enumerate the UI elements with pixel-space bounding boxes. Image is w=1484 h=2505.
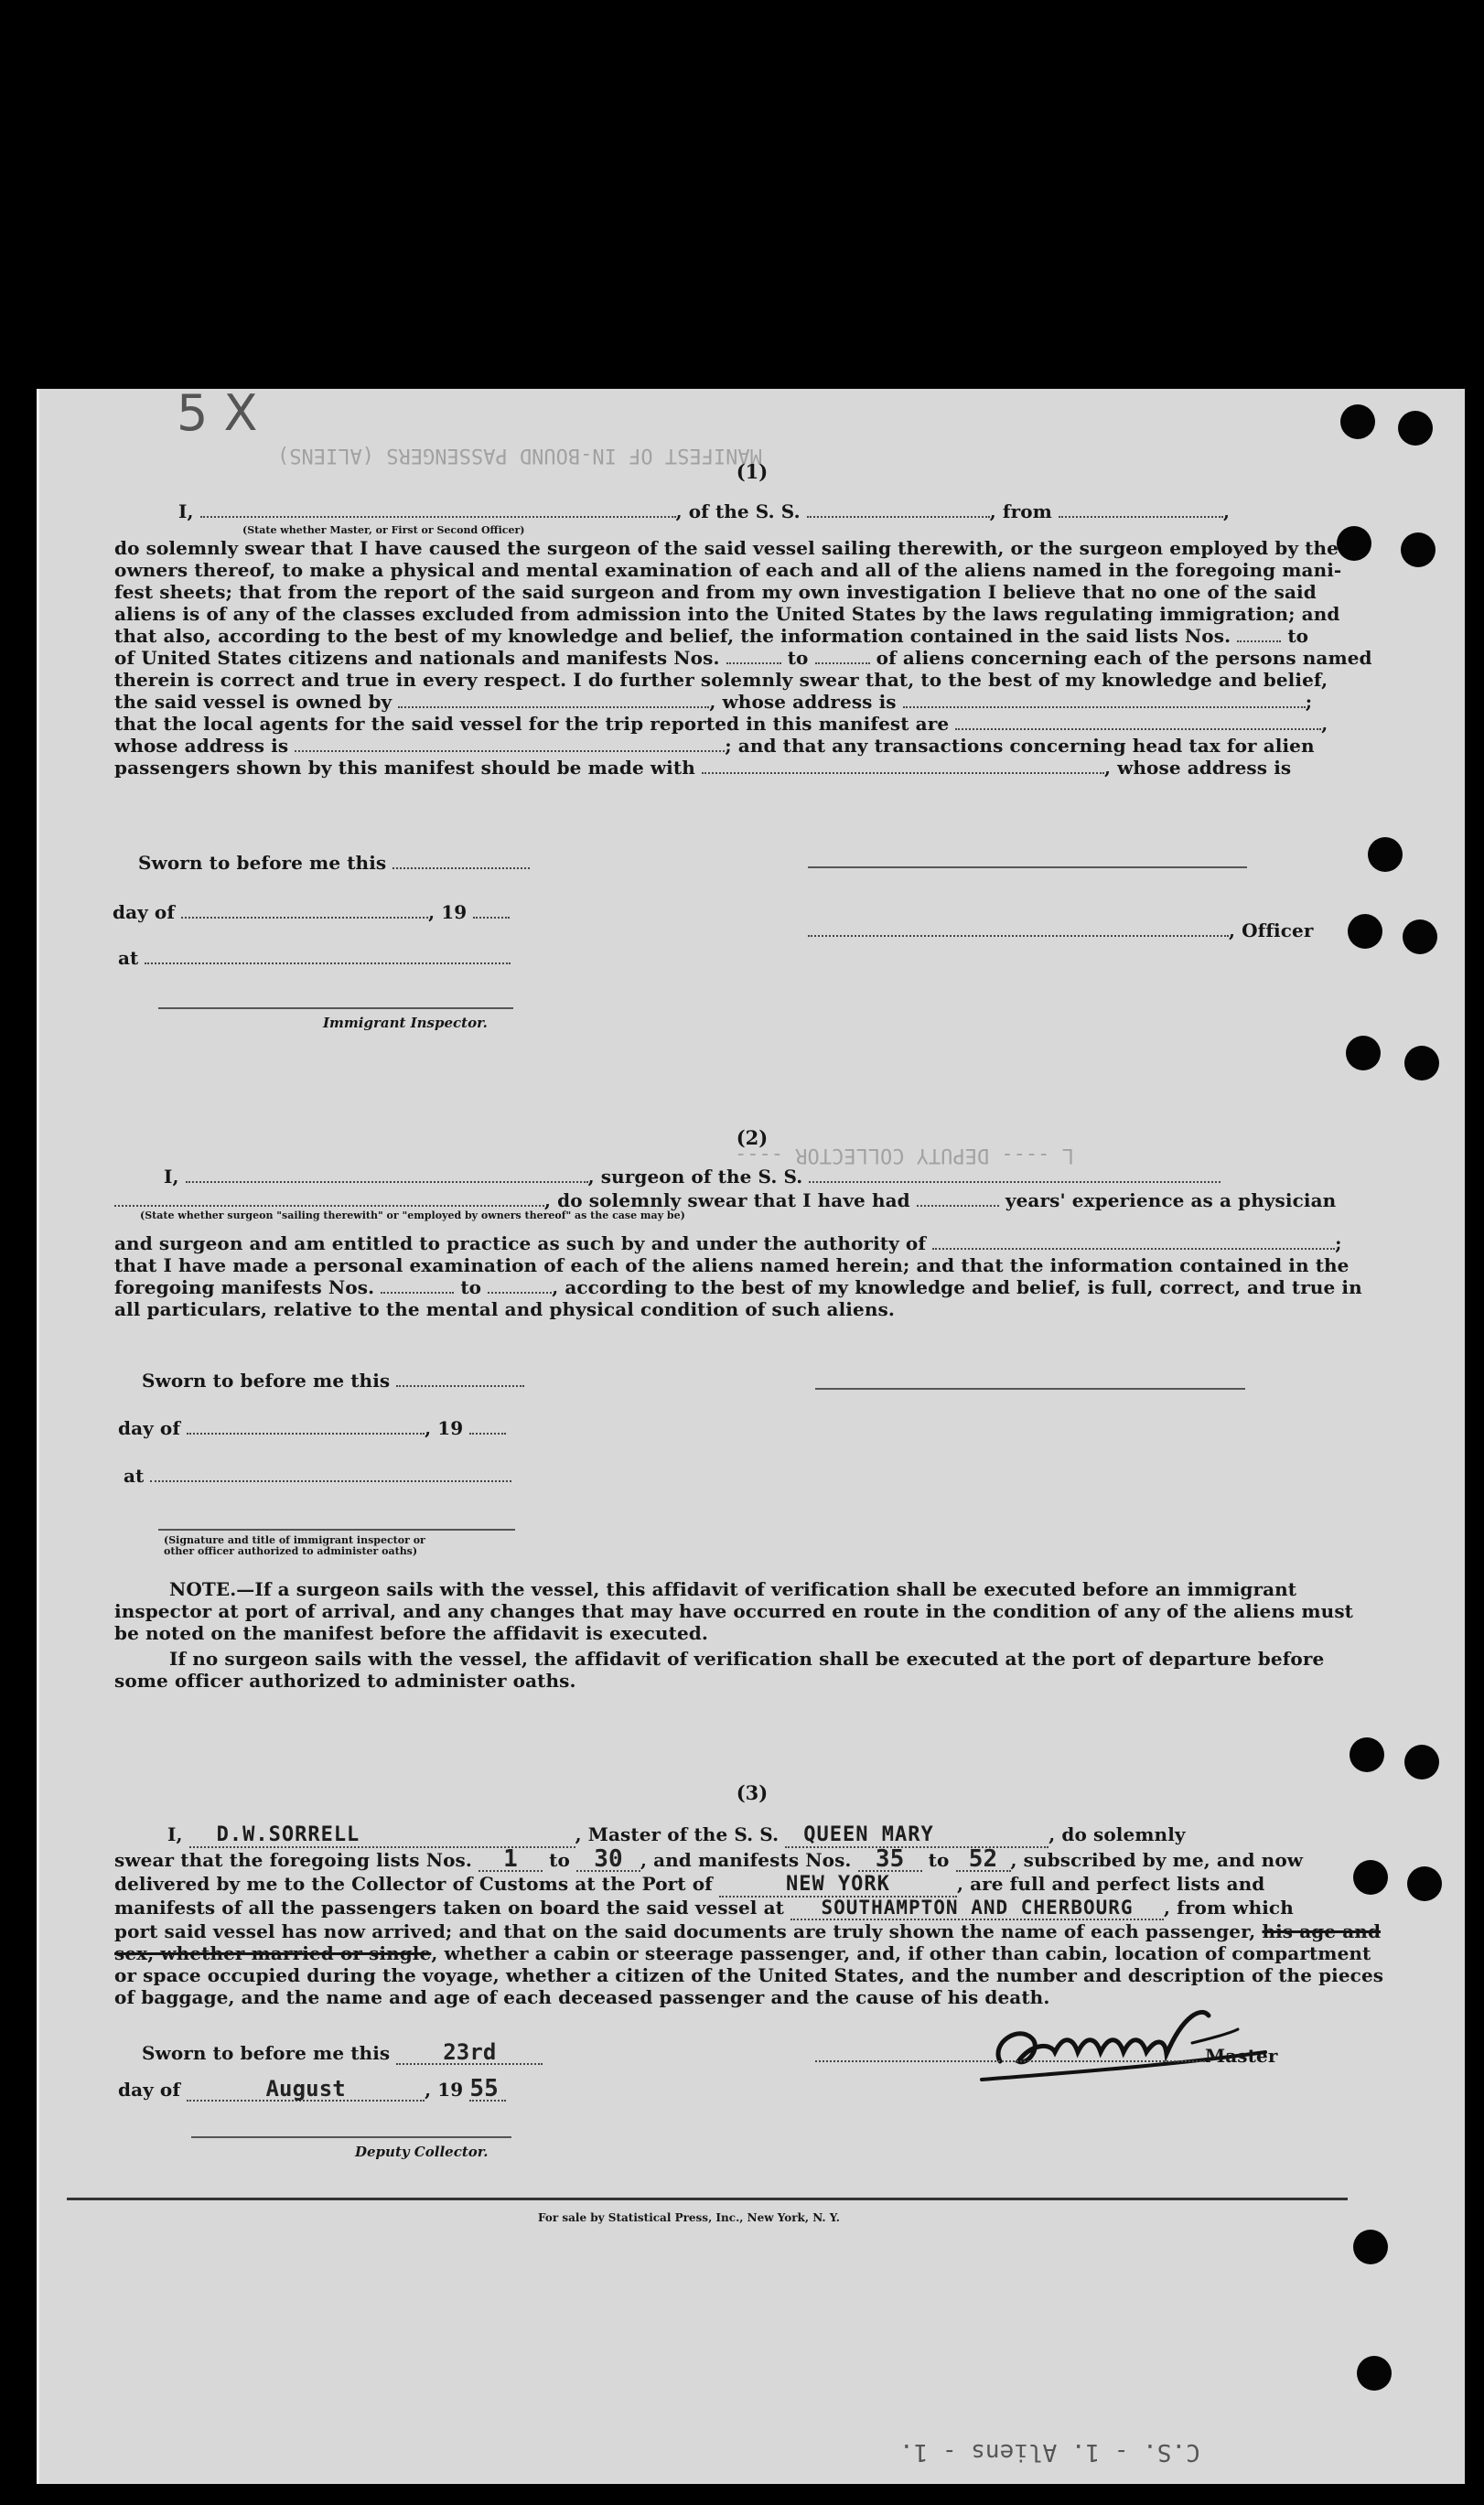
sec2-body-line xyxy=(114,1232,1342,1254)
master-signature xyxy=(963,1988,1274,2089)
note-paragraph: some officer authorized to administer oaths. xyxy=(114,1670,576,1692)
sec1-body-line: therein is correct and true in every respect. I do further solemnly swear that, to the best of my knowledge and belief, xyxy=(114,669,1328,691)
sec3-text: , 19 xyxy=(425,2079,464,2101)
sec1-body-line: fest sheets; that from the report of the said surgeon and from my own investigation I believe that no one of the said xyxy=(114,581,1317,603)
sec1-body-line: do solemnly swear that I have caused the surgeon of the said vessel sailing therewith, or the surgeon employed by the xyxy=(114,537,1339,559)
punch-hole xyxy=(1407,1866,1442,1901)
sec2-line-1 xyxy=(164,1166,1221,1188)
sec2-text: , 19 xyxy=(425,1417,464,1439)
list-to-value: 30 xyxy=(576,1848,640,1872)
sec3-text: day of xyxy=(118,2079,181,2101)
bleed-through-text: MANIFEST OF IN-BOUND PASSENGERS (ALIENS) xyxy=(277,444,762,467)
punch-hole xyxy=(1398,411,1433,446)
signature-title-note: (Signature and title of immigrant inspector or xyxy=(164,1534,425,1546)
sec2-text: , according to the best of my knowledge and belief, is full, correct, and true in xyxy=(552,1276,1362,1298)
sec2-text: and surgeon and am entitled to practice as such by and under the authority of xyxy=(114,1232,927,1254)
sec2-body-line: all particulars, relative to the mental and physical condition of such aliens. xyxy=(114,1298,895,1320)
day-of-line xyxy=(118,2075,506,2102)
sec1-text: ; and that any transactions concerning head tax for alien xyxy=(725,735,1315,757)
punch-hole xyxy=(1404,1046,1439,1080)
sec3-text: , whether a cabin or steerage passenger, and, if other than cabin, location of compartment xyxy=(431,1942,1371,1964)
sec2-text: at xyxy=(124,1465,145,1487)
sec1-text: , of the S. S. xyxy=(675,500,801,522)
punch-hole xyxy=(1403,919,1437,954)
punch-hole xyxy=(1337,526,1371,561)
sec3-line-7: or space occupied during the voyage, whether a citizen of the United States, and the number and description of the pieces xyxy=(114,1964,1384,1986)
sec3-text: , subscribed by me, and now xyxy=(1010,1849,1304,1871)
sec1-body-line xyxy=(114,735,1315,757)
sec1-text: to xyxy=(1287,625,1309,647)
sec2-line-2 xyxy=(114,1189,1336,1211)
note-paragraph: be noted on the manifest before the affidavit is executed. xyxy=(114,1622,708,1644)
punch-hole xyxy=(1353,2230,1388,2264)
sec2-body-line: that I have made a personal examination of each of the aliens named herein; and that the information contained in the xyxy=(114,1254,1350,1276)
master-line xyxy=(815,2045,1277,2067)
sec1-line-1: I, , of the S. S. , from , xyxy=(178,500,1231,522)
punch-hole xyxy=(1350,1737,1384,1772)
sec1-text: , 19 xyxy=(428,901,468,923)
manifest-to-value: 52 xyxy=(956,1848,1011,1872)
surgeon-signature-line xyxy=(815,1388,1245,1390)
sec1-text: to xyxy=(787,647,809,669)
sec2-text: day of xyxy=(118,1417,181,1439)
sec3-text: swear that the foregoing lists Nos. xyxy=(114,1849,472,1871)
punch-hole xyxy=(1368,837,1403,872)
punch-hole xyxy=(1346,1036,1381,1070)
at-line xyxy=(124,1465,511,1487)
sec3-line-6 xyxy=(114,1942,1371,1964)
section-2-number: (2) xyxy=(736,1126,769,1149)
deputy-collector-label: Deputy Collector. xyxy=(355,2144,489,2160)
note-paragraph xyxy=(169,1578,1296,1600)
inverted-form-stamp: C.S. - 1. Aliens - 1. xyxy=(899,2438,1200,2466)
inspector-signature-line xyxy=(158,1007,513,1009)
master-label: Master xyxy=(1205,2045,1278,2067)
sec1-text: at xyxy=(118,947,139,969)
sworn-before-me xyxy=(142,2041,543,2065)
sec2-text: , surgeon of the S. S. xyxy=(587,1166,803,1188)
sworn-before-me xyxy=(138,852,530,874)
manifest-from-value: 35 xyxy=(858,1848,922,1872)
sec3-line-1 xyxy=(167,1823,1186,1848)
sec2-text: ; xyxy=(1335,1232,1342,1254)
sec1-text: , from xyxy=(989,500,1052,522)
day-of-line xyxy=(118,1417,506,1439)
sec1-body-line xyxy=(114,757,1291,779)
sec3-text: Sworn to before me this xyxy=(142,2042,391,2064)
sec1-text: Sworn to before me this xyxy=(138,852,387,874)
sec3-text: I, xyxy=(167,1823,183,1845)
section-3-number: (3) xyxy=(736,1781,769,1804)
note-paragraph: inspector at port of arrival, and any changes that may have occurred en route in the condition of any of the aliens must xyxy=(114,1600,1354,1622)
printer-credit: For sale by Statistical Press, Inc., New York, N. Y. xyxy=(538,2211,840,2224)
bleed-through-text: L ---- DEPUTY COLLECTOR ---- xyxy=(735,1144,1074,1166)
punch-hole xyxy=(1353,1860,1388,1895)
sec1-body-line: aliens is of any of the classes excluded from admission into the United States by the laws regulating immigration; and xyxy=(114,603,1340,625)
sec3-line-3 xyxy=(114,1873,1264,1898)
note-paragraph: If no surgeon sails with the vessel, the affidavit of verification shall be executed at the port of departure before xyxy=(169,1648,1325,1670)
sworn-before-me xyxy=(142,1370,524,1392)
list-from-value: 1 xyxy=(479,1848,543,1872)
punch-hole xyxy=(1340,404,1375,439)
sec3-text: manifests of all the passengers taken on board the said vessel at xyxy=(114,1897,784,1919)
handwritten-margin-mark: 5 X xyxy=(177,389,258,442)
sec3-text: , from which xyxy=(1164,1897,1294,1919)
sec1-text: , Officer xyxy=(1229,919,1314,941)
sec3-text: , Master of the S. S. xyxy=(575,1823,780,1845)
sec3-line-8: of baggage, and the name and age of each deceased passenger and the cause of his death. xyxy=(114,1986,1050,2008)
sec3-line-5 xyxy=(114,1920,1381,1942)
sec3-text: , do solemnly xyxy=(1048,1823,1186,1845)
sec3-text: , and manifests Nos. xyxy=(640,1849,852,1871)
sec1-body-line xyxy=(114,713,1328,735)
sec3-line-2 xyxy=(114,1845,1304,1873)
sec1-text: that also, according to the best of my knowledge and belief, the information contained in the said lists Nos. xyxy=(114,625,1231,647)
collector-signature-line xyxy=(191,2136,511,2138)
port-value: NEW YORK xyxy=(719,1874,957,1898)
sec1-text: I, xyxy=(178,500,194,522)
punch-hole xyxy=(1404,1745,1439,1779)
sec1-text: that the local agents for the said vessel for the trip reported in this manifest are xyxy=(114,713,950,735)
punch-hole xyxy=(1348,914,1382,949)
sec2-text: Sworn to before me this xyxy=(142,1370,391,1392)
sec2-text: years' experience as a physician xyxy=(1005,1189,1337,1211)
punch-hole xyxy=(1357,2356,1392,2391)
officer-line xyxy=(808,919,1314,941)
signature-title-note: other officer authorized to administer oaths) xyxy=(164,1545,418,1557)
footer-rule xyxy=(67,2198,1348,2200)
section-1-number: (1) xyxy=(736,460,769,483)
surgeon-status-note: (State whether surgeon "sailing therewith" or "employed by owners thereof" as the case may be) xyxy=(140,1209,685,1221)
sec3-line-4 xyxy=(114,1897,1294,1920)
sworn-day-value: 23rd xyxy=(396,2041,543,2065)
punch-hole xyxy=(1401,532,1436,567)
sec2-text: I, xyxy=(164,1166,179,1188)
sec2-text: foregoing manifests Nos. xyxy=(114,1276,375,1298)
departure-port-value: SOUTHAMPTON AND CHERBOURG xyxy=(790,1897,1164,1920)
at-line xyxy=(118,947,511,969)
sec2-body-line xyxy=(114,1276,1362,1298)
struck-text: his age and xyxy=(1262,1920,1382,1942)
sec1-text: passengers shown by this manifest should be made with xyxy=(114,757,695,779)
sec2-text: to xyxy=(460,1276,482,1298)
day-of-line xyxy=(113,901,510,923)
sec3-text: , are full and perfect lists and xyxy=(956,1873,1265,1895)
ship-name-value: QUEEN MARY xyxy=(785,1824,1048,1848)
sec3-text: to xyxy=(549,1849,570,1871)
note-label: NOTE. xyxy=(169,1578,237,1600)
sec1-body-line xyxy=(114,625,1308,647)
sec1-body-line: owners thereof, to make a physical and mental examination of each and all of the aliens named in the foregoing mani- xyxy=(114,559,1342,581)
manifest-affidavit-page xyxy=(37,389,1465,2484)
sec1-text: of aliens concerning each of the persons named xyxy=(876,647,1372,669)
immigrant-inspector-label: Immigrant Inspector. xyxy=(323,1015,488,1031)
year-value: 55 xyxy=(469,2078,506,2102)
sec1-text: the said vessel is owned by xyxy=(114,691,393,713)
sec1-text: , whose address is xyxy=(709,691,897,713)
sec1-text: whose address is xyxy=(114,735,289,757)
sec3-text: delivered by me to the Collector of Customs at the Port of xyxy=(114,1873,713,1895)
master-name-value: D.W.SORRELL xyxy=(189,1824,575,1848)
month-value: August xyxy=(187,2078,425,2102)
sec3-text: port said vessel has now arrived; and that on the said documents are truly shown the name of each passenger, xyxy=(114,1920,1256,1942)
sec3-text: to xyxy=(928,1849,950,1871)
sec1-body-line xyxy=(114,647,1372,669)
sec1-text: , xyxy=(1321,713,1328,735)
officer-rank-note: (State whether Master, or First or Second Officer) xyxy=(242,524,525,536)
struck-text: sex, whether married or single xyxy=(114,1942,432,1964)
note-text: —If a surgeon sails with the vessel, this affidavit of verification shall be executed before an immigrant xyxy=(236,1578,1297,1600)
sec1-text: ; xyxy=(1305,691,1313,713)
inspector-signature-line xyxy=(158,1529,515,1531)
sec2-text: , do solemnly swear that I have had xyxy=(544,1189,910,1211)
sec1-text: of United States citizens and nationals and manifests Nos. xyxy=(114,647,720,669)
sec1-text: , whose address is xyxy=(1103,757,1292,779)
officer-signature-line xyxy=(808,866,1247,868)
sec1-text: day of xyxy=(113,901,176,923)
sec1-body-line xyxy=(114,691,1312,713)
